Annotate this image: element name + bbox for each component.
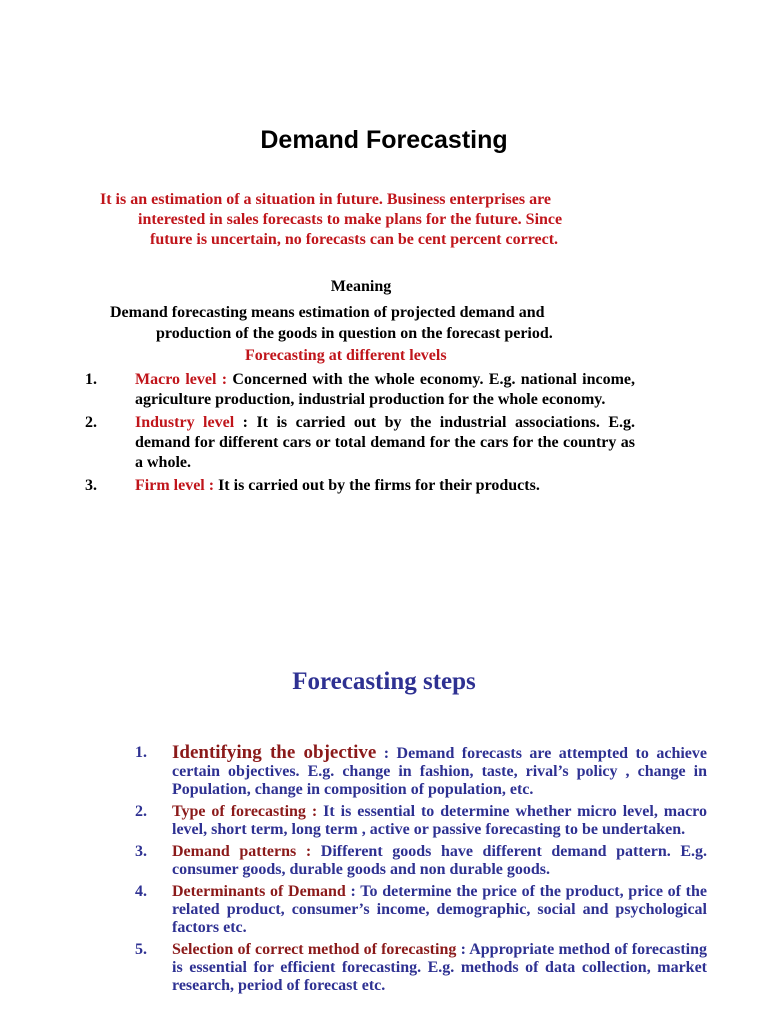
list-item: [85, 413, 635, 473]
list-number: 2.: [85, 414, 97, 431]
list-number: 2.: [135, 803, 147, 820]
list-number: 1.: [85, 371, 97, 388]
list-item: [85, 370, 635, 410]
levels-heading: Forecasting at different levels: [245, 347, 447, 364]
level-term: Macro level :: [135, 371, 228, 388]
list-item: [135, 883, 707, 937]
list-item: [135, 843, 707, 879]
list-item: [135, 941, 707, 995]
step-term: Selection of correct method of forecasting: [172, 941, 457, 958]
list-number: 5.: [135, 941, 147, 958]
level-term: Firm level :: [135, 477, 215, 494]
list-number: 1.: [135, 744, 147, 761]
step-term: Demand patterns :: [172, 843, 312, 860]
list-number: 4.: [135, 883, 147, 900]
intro-paragraph: [100, 190, 660, 250]
intro-line-2: interested in sales forecasts to make plans for the future. Since: [138, 211, 563, 228]
level-term: Industry level: [135, 414, 235, 431]
intro-line-3: future is uncertain, no forecasts can be cent percent correct.: [150, 231, 559, 248]
step-text: Different goods have different demand pattern. E.g. consumer goods, durable goods and non durable goods.: [172, 843, 707, 878]
meaning-heading: Meaning: [330, 278, 392, 295]
steps-heading: Forecasting steps: [292, 668, 476, 695]
meaning-line-1: Demand forecasting means estimation of projected demand and: [110, 304, 545, 321]
steps-list: [135, 744, 707, 999]
step-text: : Demand forecasts are attempted to achieve certain objectives. E.g. change in fashion, taste, rival’s policy , change in Population, change in composition of population, etc.: [172, 745, 707, 798]
list-number: 3.: [85, 477, 97, 494]
step-term: Determinants of Demand: [172, 883, 346, 900]
step-text: It is essential to determine whether micro level, macro level, short term, long term , active or passive forecasting to be undertaken.: [172, 803, 707, 838]
levels-list: [85, 370, 635, 499]
list-item: [85, 476, 635, 496]
intro-line-1: It is an estimation of a situation in future. Business enterprises are: [100, 191, 551, 208]
step-term: Identifying the objective: [172, 742, 377, 763]
page-title: Demand Forecasting: [260, 126, 508, 154]
list-number: 3.: [135, 843, 147, 860]
step-term: Type of forecasting :: [172, 803, 318, 820]
level-text: It is carried out by the firms for their products.: [214, 477, 540, 494]
list-item: [135, 744, 707, 799]
meaning-line-2: production of the goods in question on the forecast period.: [156, 325, 553, 342]
level-text: : It is carried out by the industrial associations. E.g. demand for different cars or total demand for the cars for the country as a whole.: [135, 414, 636, 471]
step-text: : To determine the price of the product, price of the related product, consumer’s income, demographic, social and psychological factors etc.: [172, 883, 708, 936]
level-text: Concerned with the whole economy. E.g. national income, agriculture production, industrial production for the whole economy.: [135, 371, 636, 408]
meaning-paragraph: [110, 302, 650, 344]
step-text: : Appropriate method of forecasting is essential for efficient forecasting. E.g. methods of data collection, market research, period of forecast etc.: [172, 941, 708, 994]
list-item: [135, 803, 707, 839]
